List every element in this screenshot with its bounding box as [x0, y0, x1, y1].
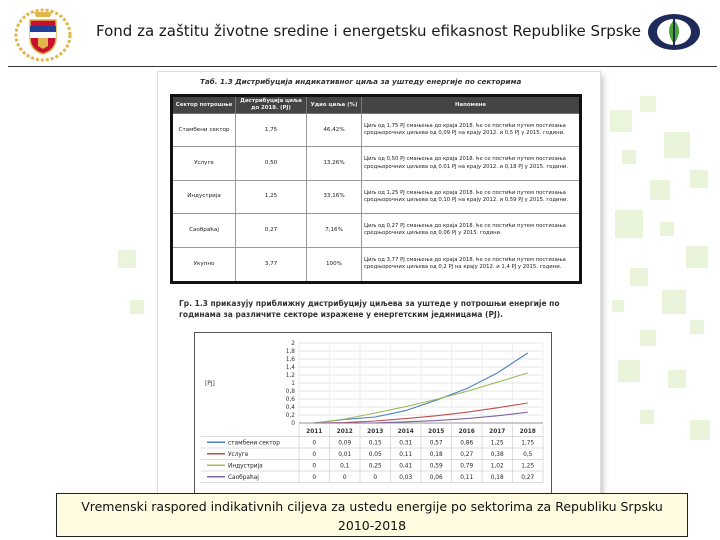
table-row: [172, 180, 581, 213]
table-row: [172, 114, 581, 147]
table-cell: 7,16%: [307, 214, 362, 247]
table-caption: Таб. 1.3 Дистрибуција индикативног циља за уштеду енергије по секторима: [200, 77, 522, 86]
data-label: 0,5: [523, 451, 533, 458]
y-tick-label: 1,2: [285, 373, 295, 379]
table-cell: Саобраћај: [172, 214, 236, 247]
caption-line-2: 2010-2018: [337, 518, 407, 533]
data-label: 0,06: [429, 474, 443, 481]
table-cell: 13,26%: [307, 147, 362, 180]
legend-label: Индустрија: [228, 463, 263, 470]
slide-caption: [56, 493, 688, 537]
data-label: 0,59: [429, 463, 443, 470]
y-tick-label: 2: [291, 341, 295, 347]
x-tick-label: 2015: [428, 429, 445, 435]
table-cell: 33,16%: [307, 180, 362, 213]
table-cell: Циљ од 0,50 PJ смањења до краја 2018. ће се постићи путем постизања средњорочних циљева од 0,01 PJ на крају 2012. и 0,18 PJ у 2015. години.: [362, 147, 581, 180]
line-chart-panel: [194, 332, 552, 499]
table-row: [172, 247, 581, 282]
table-cell: 0,27: [236, 214, 307, 247]
table-cell: Стамбени сектор: [172, 114, 236, 147]
data-label: 0,27: [460, 451, 474, 458]
data-label: 0,15: [368, 440, 382, 447]
x-tick-label: 2014: [397, 429, 414, 435]
data-label: 0,86: [460, 440, 474, 447]
data-label: 1,25: [490, 440, 504, 447]
y-axis-label: [PJ]: [205, 381, 215, 387]
data-label: 0,79: [460, 463, 474, 470]
data-label: 0,18: [490, 474, 504, 481]
data-label: 0,1: [340, 463, 350, 470]
x-tick-label: 2017: [489, 429, 506, 435]
x-tick-label: 2016: [458, 429, 475, 435]
data-label: 0,11: [399, 451, 413, 458]
table-row: [172, 214, 581, 247]
table-cell: 1,75: [236, 114, 307, 147]
data-label: 0,25: [368, 463, 382, 470]
header-cell: Удио циља (%): [307, 96, 362, 114]
y-tick-label: 0: [291, 421, 295, 427]
table-cell: 46,42%: [307, 114, 362, 147]
y-tick-label: 0,4: [285, 405, 295, 411]
header-cell: Сектор потрошње: [172, 96, 236, 114]
legend-label: Услуге: [228, 451, 249, 458]
fund-emblem-icon: [646, 12, 702, 52]
y-tick-label: 1,4: [285, 365, 295, 371]
x-tick-label: 2012: [336, 429, 353, 435]
x-tick-label: 2018: [519, 429, 536, 435]
y-tick-label: 1,8: [285, 349, 295, 355]
data-label: 0,18: [429, 451, 443, 458]
data-label: 0,11: [460, 474, 474, 481]
y-tick-label: 0,8: [285, 389, 295, 395]
header-cell: Напомене: [362, 96, 581, 114]
data-label: 0,01: [338, 451, 352, 458]
data-label: 0: [312, 474, 317, 481]
data-label: 0,05: [368, 451, 382, 458]
data-label: 0,09: [338, 440, 352, 447]
caption-line-1: Vremenski raspored indikativnih ciljeva za ustedu energije po sektorima za Republiku Srpsku: [81, 499, 663, 514]
table-cell: Циљ од 1,75 PJ смањења до краја 2018. ће се постићи путем постизања средњорочних циљева од 0,09 PJ на крају 2012. и 0,5 PJ у 2015. години.: [362, 114, 581, 147]
table-cell: Индустрија: [172, 180, 236, 213]
legend-label: стамбени сектор: [228, 440, 280, 447]
table-cell: 0,50: [236, 147, 307, 180]
table-header-row: [172, 96, 581, 114]
data-label: 0: [373, 474, 378, 481]
x-tick-label: 2013: [367, 429, 384, 435]
data-label: 0,57: [429, 440, 443, 447]
table-cell: Циљ од 3,77 PJ смањења до краја 2018. ће се постићи путем постизања средњорочних циљева од 0,2 PJ на крају 2012. и 1,4 PJ у 2015. години.: [362, 247, 581, 282]
data-label: 0,31: [399, 440, 413, 447]
table-row: [172, 147, 581, 180]
y-tick-label: 1,6: [285, 357, 295, 363]
table-cell: Циљ од 0,27 PJ смањења до краја 2018. ће се постићи путем постизања средњорочних циљева од 0,06 PJ у 2015. години.: [362, 214, 581, 247]
coat-of-arms-icon: [12, 4, 74, 62]
data-label: 0: [312, 451, 317, 458]
table-cell: 100%: [307, 247, 362, 282]
legend-label: Саобраћај: [228, 474, 259, 481]
data-label: 0,03: [399, 474, 413, 481]
x-tick-label: 2011: [306, 429, 323, 435]
figure-paragraph: Гр. 1.3 приказују приближну дистрибуцију циљева за уштеде у потрошњи енергије по годинама за различите секторе изражене у енергетским јединицама (PJ).: [179, 299, 560, 319]
table-cell: Услуге: [172, 147, 236, 180]
data-label: 0,38: [490, 451, 504, 458]
data-label: 1,75: [521, 440, 535, 447]
header-title: Fond za zaštitu životne sredine i energetsku efikasnost Republike Srpske: [96, 22, 641, 40]
data-label: 1,02: [490, 463, 504, 470]
distribution-table: [170, 94, 582, 284]
header-divider: [8, 66, 717, 67]
table-cell: Укупно: [172, 247, 236, 282]
data-label: 0,27: [521, 474, 535, 481]
y-tick-label: 0,2: [285, 413, 295, 419]
line-chart: [195, 333, 551, 498]
table-cell: 1,25: [236, 180, 307, 213]
data-label: 1,25: [521, 463, 535, 470]
header-cell: Дистрибуција циља до 2018. (PJ): [236, 96, 307, 114]
table-cell: 3,77: [236, 247, 307, 282]
data-label: 0: [342, 474, 347, 481]
data-label: 0: [312, 463, 317, 470]
y-tick-label: 0,6: [285, 397, 295, 403]
data-label: 0,41: [399, 463, 413, 470]
data-label: 0: [312, 440, 317, 447]
y-tick-label: 1: [291, 381, 295, 387]
table-cell: Циљ од 1,25 PJ смањења до краја 2018. ће се постићи путем постизања средњорочних циљева од 0,10 PJ на крају 2012. и 0,59 PJ у 2015. години.: [362, 180, 581, 213]
